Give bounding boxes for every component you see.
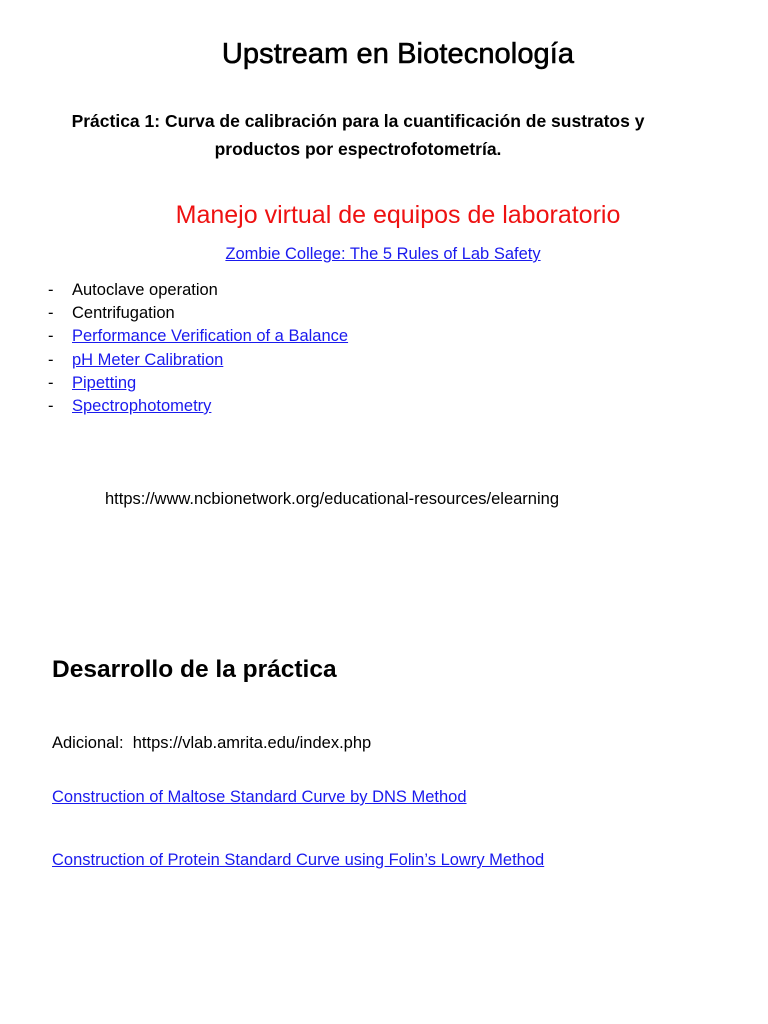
ph-meter-link[interactable]: pH Meter Calibration (72, 350, 224, 369)
protein-link-container (52, 851, 544, 870)
list-item (48, 325, 348, 348)
maltose-curve-link[interactable]: Construction of Maltose Standard Curve by DNS Method (52, 788, 467, 806)
list-item (48, 372, 348, 395)
additional-label: Adicional: (52, 734, 124, 752)
resource-url: https://www.ncbionetwork.org/educational-resources/elearning (105, 490, 559, 508)
lab-safety-link[interactable]: Zombie College: The 5 Rules of Lab Safety (225, 245, 541, 263)
maltose-link-container (52, 788, 467, 807)
list-item (48, 349, 348, 372)
list-dash: - (48, 373, 54, 392)
balance-verification-link[interactable]: Performance Verification of a Balance (72, 327, 349, 346)
list-item (48, 279, 348, 302)
additional-line (52, 734, 371, 753)
list-dash: - (48, 397, 54, 416)
list-dash: - (48, 281, 54, 299)
pipetting-link[interactable]: Pipetting (72, 373, 137, 392)
section-heading-lab-equipment: Manejo virtual de equipos de laboratorio (175, 201, 621, 229)
list-dash: - (48, 304, 54, 323)
list-item (48, 302, 348, 325)
equipment-list (48, 279, 348, 418)
practice-subtitle: Práctica 1: Curva de calibración para la cuantificación de sustratos y productos por espectrofotometría. (71, 111, 645, 159)
list-dash: - (48, 327, 54, 346)
list-item (48, 395, 348, 418)
development-heading: Desarrollo de la práctica (52, 656, 337, 683)
list-dash: - (48, 350, 54, 369)
centrifugation-item: Centrifugation (72, 304, 175, 323)
safety-link-container (0, 245, 766, 264)
protein-curve-link[interactable]: Construction of Protein Standard Curve using Folin’s Lowry Method (52, 851, 545, 869)
page-title: Upstream en Biotecnología (221, 38, 575, 70)
autoclave-item: Autoclave operation (72, 281, 218, 299)
spectrophotometry-link[interactable]: Spectrophotometry (72, 397, 212, 416)
additional-url: https://vlab.amrita.edu/index.php (132, 734, 372, 752)
